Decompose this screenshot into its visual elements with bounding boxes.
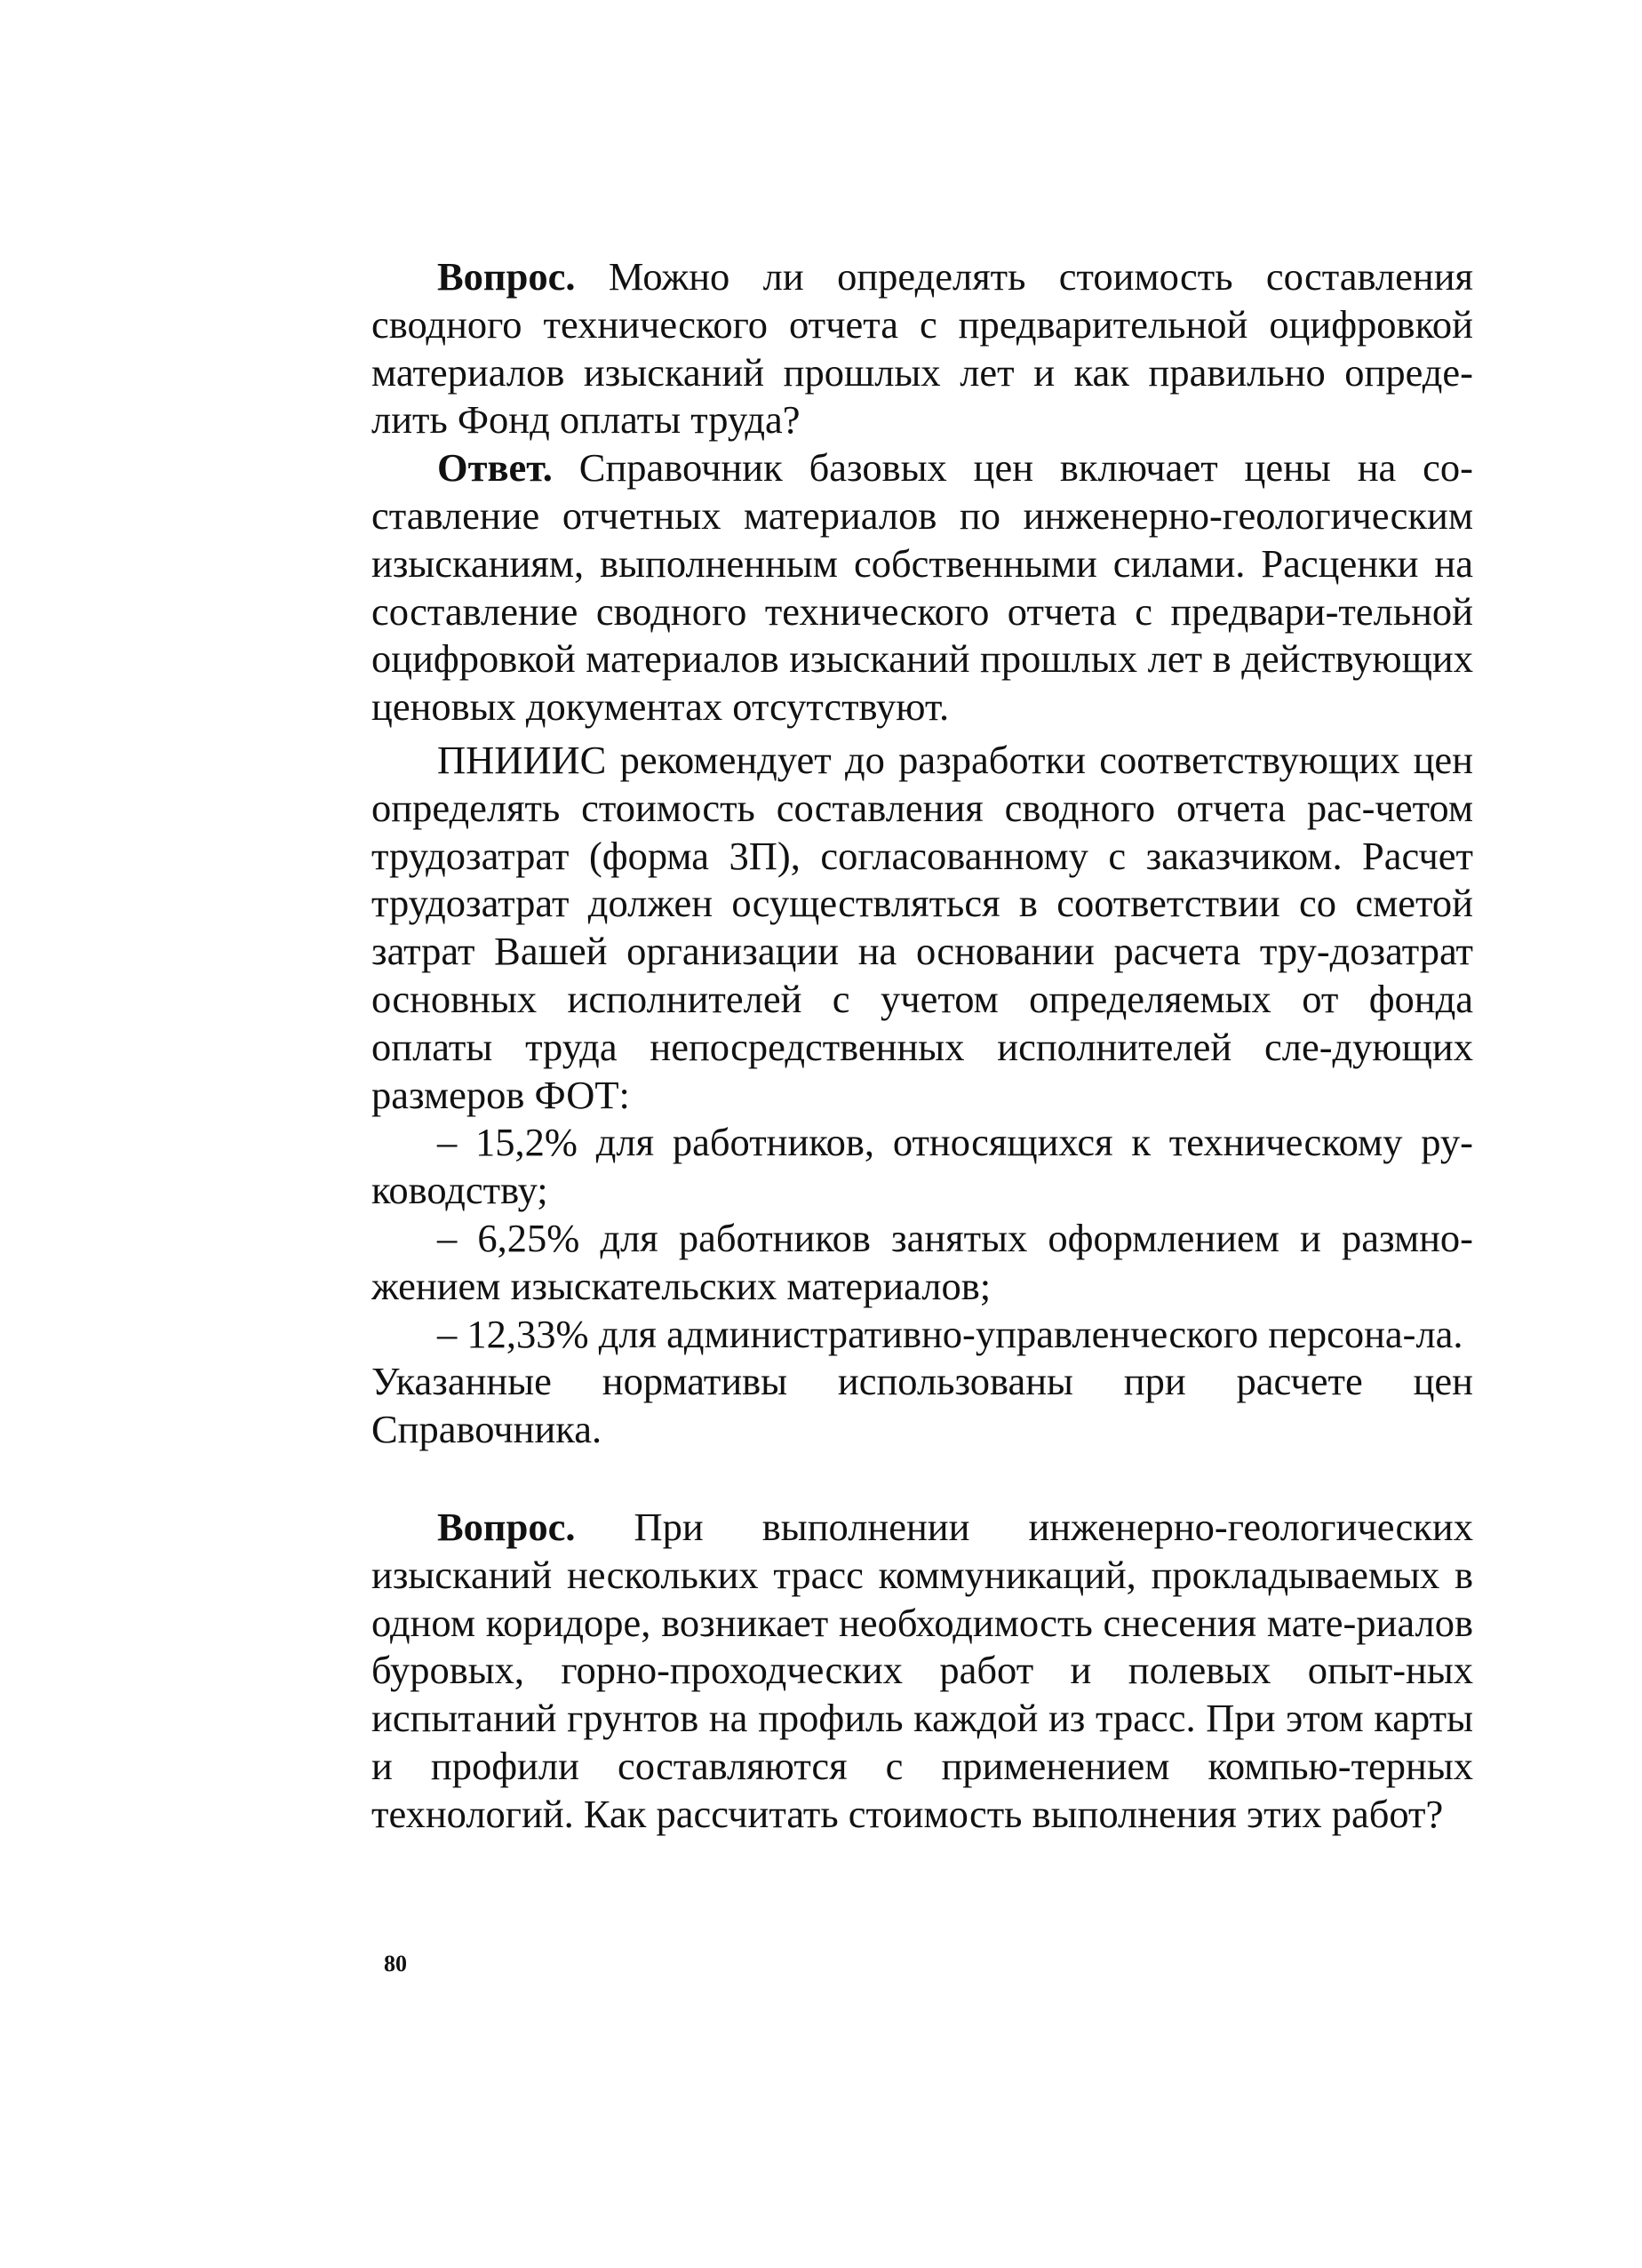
question-paragraph-1 [371,253,1473,444]
answer-text: Справочник базовых цен включает цены на со-ставление отчетных материалов по инженерно-геологическим изысканиям, выполненным собственными силами. Расценки на составление сводного технического отчета с предвари-тельной оцифровкой материалов изысканий прошлых лет в действующих ценовых документах отсутствуют. [371,445,1473,730]
page-text-block [371,253,1473,1839]
closing-paragraph: Указанные нормативы использованы при расчете цен Справочника. [371,1359,1473,1452]
section-gap [371,1454,1473,1504]
recommendation-paragraph: ПНИИИС рекомендует до разработки соответствующих цен определять стоимость составления сводного отчета рас-четом трудозатрат (форма 3П), согласованному с заказчиком. Расчет трудозатрат должен осуществляться в соответствии со сметой затрат Вашей организации на основании расчета тру-дозатрат основных исполнителей с учетом определяемых от фонда оплаты труда непосредственных исполнителей сле-дующих размеров ФОТ: [371,737,1473,1117]
answer-paragraph [371,444,1473,731]
list-item: – 6,25% для работников занятых оформлением и размно-жением изыскательских материалов; [371,1215,1473,1308]
question-paragraph-2 [371,1504,1473,1839]
question-label: Вопрос. [437,254,576,299]
answer-label: Ответ. [437,445,553,491]
list-item: – 15,2% для работников, относящихся к техническому ру-ководству; [371,1120,1473,1213]
page-number: 80 [384,1951,407,1977]
question-text: Можно ли определять стоимость составления сводного технического отчета с предварительной оцифровкой материалов изысканий прошлых лет и как правильно опреде-лить Фонд оплаты труда? [371,254,1473,443]
list-item: – 12,33% для административно-управленческого персона-ла. [437,1311,1463,1356]
question-label: Вопрос. [437,1504,576,1549]
question-text: При выполнении инженерно-геологических изысканий нескольких трасс коммуникаций, прокладываемых в одном коридоре, возникает необходимость снесения мате-риалов буровых, горно-проходческих работ и полевых опыт-ных испытаний грунтов на профиль каждой из трасс. При этом карты и профили составляются с применением компью-терных технологий. Как рассчитать стоимость выполнения этих работ? [371,1504,1473,1836]
